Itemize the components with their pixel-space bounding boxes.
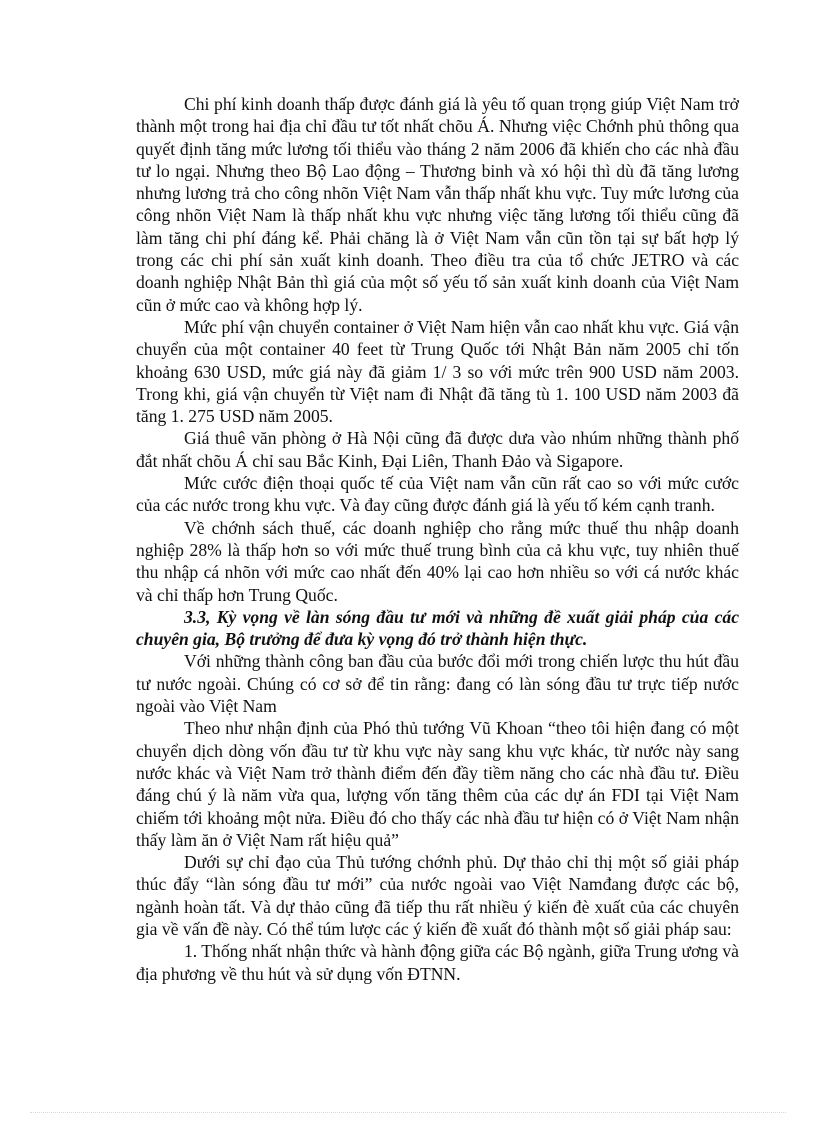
list-item: 1. Thống nhất nhận thức và hành động giữa các Bộ ngành, giữa Trung ương và địa phương về thu hút và sử dụng vốn ĐTNN. bbox=[136, 941, 739, 984]
paragraph-tax-policy: Về chớnh sách thuế, các doanh nghiệp cho rằng mức thuế thu nhập doanh nghiệp 28% là thấp hơn so với mức thuế trung bình của cả khu vực, tuy nhiên thuế thu nhập cá nhõn với mức cao nhất đến 40% lại cao hơn nhiều so với cá nước khác và chỉ thấp hơn Trung Quốc. bbox=[136, 517, 739, 605]
paragraph-draft-directive: Dưới sự chỉ đạo của Thủ tướng chớnh phủ. Dự thảo chỉ thị một số giải pháp thúc đẩy “làn sóng đầu tư mới” của nước ngoài vao Việt Namđang được các bộ, ngành hoàn tất. Và dự thảo cũng đã tiếp thu rất nhiều ý kiến đè xuất của các chuyên gia về vấn đề này. Có thể túm lược các ý kiến đề xuất đó thành một số giải pháp sau: bbox=[136, 852, 739, 939]
paragraph-container-shipping: Mức phí vận chuyển container ở Việt Nam hiện vẫn cao nhất khu vực. Giá vận chuyển của một container 40 feet từ Trung Quốc tới Nhật Bản năm 2005 chỉ tốn khoảng 630 USD, mức giá này đã giảm 1/ 3 so với mức trên 900 USD năm 2003. Trong khi, giá vận chuyển từ Việt nam đi Nhật đã tăng tù 1. 100 USD năm 2003 đã tăng 1. 275 USD năm 2005. bbox=[136, 316, 739, 427]
paragraph-deputy-pm-quote: Theo như nhận định của Phó thủ tướng Vũ Khoan “theo tôi hiện đang có một chuyển dịch dòng vốn đầu tư từ khu vực này sang khu vực khác, từ nước này sang nước khác và Việt Nam trở thành điểm đến đầy tiềm năng cho các nhà đầu tư. Điều đáng chú ý là năm vừa qua, lượng vốn tăng thêm của các dự án FDI tại Việt Nam chiếm tới khoảng một nửa. Điều đó cho thấy các nhà đầu tư hiện có ở Việt Nam nhận thấy làm ăn ở Việt Nam rất hiệu quả” bbox=[136, 718, 739, 850]
paragraph-initial-success: Với những thành công ban đầu của bước đổi mới trong chiến lược thu hút đầu tư nước ngoài. Chúng có cơ sở để tin rằng: đang có làn sóng đầu tư trực tiếp nước ngoài vào Việt Nam bbox=[136, 651, 739, 717]
page-bottom-divider bbox=[30, 1112, 786, 1113]
section-heading: 3.3, Kỳ vọng về làn sóng đầu tư mới và những đề xuất giải pháp của các chuyên gia, Bộ trưởng để đưa kỳ vọng đó trở thành hiện thực. bbox=[136, 606, 739, 650]
paragraph-labor-costs: Chi phí kinh doanh thấp được đánh giá là yêu tố quan trọng giúp Việt Nam trở thành một trong hai địa chỉ đầu tư tốt nhất chõu Á. Nhưng việc Chớnh phủ thông qua quyết định tăng mức lương tối thiểu vào tháng 2 năm 2006 đã khiến cho các nhà đầu tư lo ngại. Nhưng theo Bộ Lao động – Thương binh và xó hội thì dù đã tăng lương nhưng lương trả cho công nhõn Việt Nam vẫn thấp nhất khu vực. Tuy mức lương của công nhõn Việt Nam là thấp nhất khu vực nhưng việc tăng lương tối thiểu cũng đã làm tăng chi phí đáng kể. Phải chăng là ở Việt Nam vẫn cũn tồn tại sự bất hợp lý trong các chi phí sản xuất kinh doanh. Theo điều tra của tổ chức JETRO và các doanh nghiệp Nhật Bản thì giá của một số yếu tố sản xuất kinh doanh của Việt Nam cũn ở mức cao và không hợp lý. bbox=[136, 94, 739, 315]
paragraph-telephone-rates: Mức cước điện thoại quốc tế của Việt nam vẫn cũn rất cao so với mức cước của các nước trong khu vực. Và đay cũng được đánh giá là yếu tố kém cạnh tranh. bbox=[136, 473, 739, 516]
paragraph-office-rent: Giá thuê văn phòng ở Hà Nội cũng đã được dưa vào nhúm những thành phố đắt nhất chõu Á chỉ sau Bắc Kinh, Đại Liên, Thanh Đảo và Sigapore. bbox=[136, 428, 739, 471]
document-page bbox=[136, 93, 739, 985]
